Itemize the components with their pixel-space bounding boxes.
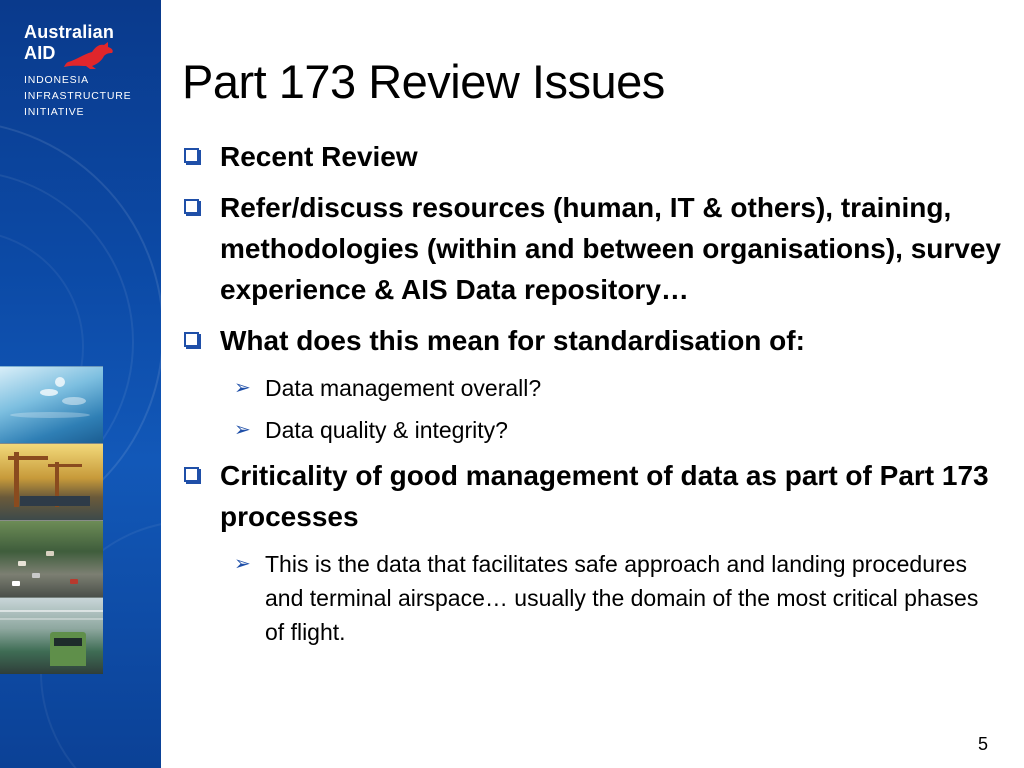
sub-bullet-text: This is the data that facilitates safe approach and landing procedures and terminal airspace… usually the domain of the most critical phases of flight. (265, 551, 979, 645)
sub-bullet-item (232, 371, 1002, 405)
train-photo (0, 597, 103, 674)
page-number: 5 (977, 734, 988, 754)
bullet-text: What does this mean for standardisation of: (220, 325, 805, 356)
sub-bullet-text: Data management overall? (265, 375, 542, 401)
arrow-bullet-icon: ➢ (234, 377, 251, 399)
traffic-photo (0, 520, 103, 597)
bullet-text: Criticality of good management of data as part of Part 173 processes (220, 460, 989, 532)
water-photo (0, 366, 103, 443)
logo-word-australian: Australian (24, 22, 115, 42)
bullet-item (182, 320, 1002, 361)
logo-subtitle-initiative: INITIATIVE (24, 106, 85, 118)
logo-subtitle-indonesia: INDONESIA (24, 74, 89, 86)
bullet-item (182, 136, 1002, 177)
bullet-text: Recent Review (220, 141, 418, 172)
arrow-bullet-icon: ➢ (234, 419, 251, 441)
square-bullet-icon (184, 148, 199, 163)
slide-content (182, 136, 1002, 657)
kangaroo-icon (62, 40, 120, 70)
bullet-text: Refer/discuss resources (human, IT & others), training, methodologies (within and between organisations), survey experience & AIS Data repository… (220, 192, 1001, 305)
bullet-item (182, 187, 1002, 310)
square-bullet-icon (184, 332, 199, 347)
australian-aid-logo (24, 22, 154, 122)
port-cranes-photo (0, 443, 103, 520)
logo-subtitle-infrastructure: INFRASTRUCTURE (24, 90, 132, 102)
brand-sidebar (0, 0, 161, 768)
slide-title: Part 173 Review Issues (182, 55, 665, 108)
sub-bullet-item (232, 413, 1002, 447)
sub-bullet-text: Data quality & integrity? (265, 417, 508, 443)
bullet-item (182, 455, 1002, 537)
square-bullet-icon (184, 467, 199, 482)
sub-bullet-item (232, 547, 1002, 649)
arrow-bullet-icon: ➢ (234, 553, 251, 575)
square-bullet-icon (184, 199, 199, 214)
logo-word-aid: AID (24, 43, 56, 63)
